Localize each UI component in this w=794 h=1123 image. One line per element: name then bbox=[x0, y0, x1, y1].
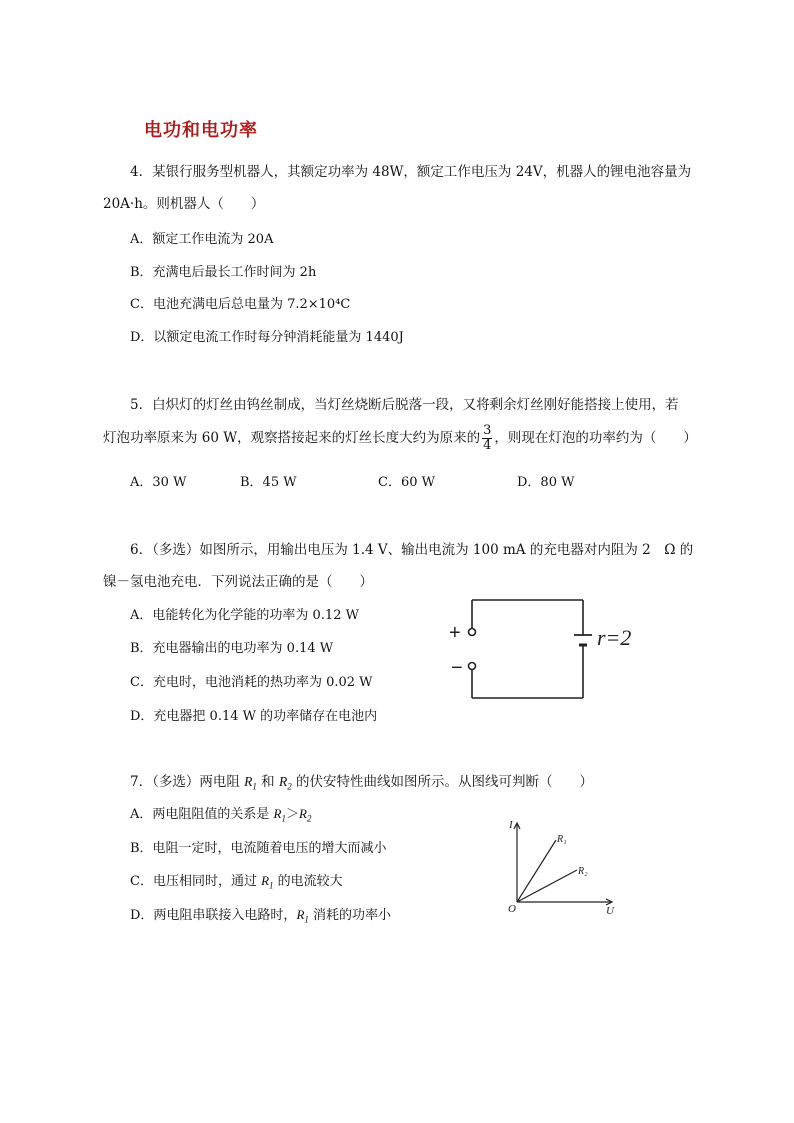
q4-option-d: D．以额定电流工作时每分钟消耗能量为 1440J bbox=[130, 330, 404, 345]
graph-line-r1 bbox=[517, 840, 556, 902]
q7-c-post: 的电流较大 bbox=[273, 874, 343, 889]
q5-frac-num: 3 bbox=[483, 423, 492, 438]
graph-origin-label: O bbox=[508, 903, 516, 915]
q4-option-c: C．电池充满电后总电量为 7.2×10⁴C bbox=[130, 297, 351, 312]
q7-a-r1-sub: 1 bbox=[281, 813, 286, 824]
q7-stem bbox=[130, 770, 593, 792]
q7-d-pre: D．两电阻串联接入电路时， bbox=[130, 908, 297, 923]
q7-a-r2-symbol: R bbox=[299, 806, 307, 821]
circuit-terminal-minus bbox=[469, 663, 476, 670]
q7-a-text: A．两电阻阻值的关系是 bbox=[130, 807, 274, 822]
q7-d-r1-sub: 1 bbox=[304, 914, 309, 925]
q7-a-r1 bbox=[273, 806, 286, 824]
q7-option-c bbox=[130, 870, 343, 891]
q7-d-post: 消耗的功率小 bbox=[308, 908, 392, 923]
q7-stem-mid: 和 bbox=[256, 774, 279, 790]
q5-stem-line1: 5．白炽灯的灯丝由钨丝制成，当灯丝烧断后脱落一段，又将剩余灯丝刚好能搭接上使用，若 bbox=[130, 397, 679, 413]
q7-option-d bbox=[130, 904, 391, 925]
q7-a-r2 bbox=[299, 806, 312, 824]
q6-option-b: B．充电器输出的电功率为 0.14 W bbox=[130, 641, 334, 656]
q7-r1-sub: 1 bbox=[252, 781, 257, 792]
q6-stem-line2: 镍－氢电池充电．下列说法正确的是（ ） bbox=[103, 574, 373, 590]
q5-frac-den: 4 bbox=[483, 438, 492, 453]
q4-option-b: B．充满电后最长工作时间为 2h bbox=[130, 265, 317, 280]
q5-option-b: B．45 W bbox=[240, 475, 297, 490]
q7-r2 bbox=[278, 774, 292, 792]
q7-stem-pre: 7．（多选）两电阻 bbox=[130, 774, 245, 790]
q7-c-r1 bbox=[261, 873, 274, 891]
q7-stem-post: 的伏安特性曲线如图所示。从图线可判断（ ） bbox=[291, 774, 594, 790]
iv-graph bbox=[500, 812, 630, 918]
resistance-label: r=2 bbox=[597, 625, 632, 650]
graph-y-label: I bbox=[509, 819, 513, 831]
q4-stem-line1: 4．某银行服务型机器人，其额定功率为 48W，额定工作电压为 24V，机器人的锂电池容量为 bbox=[130, 164, 692, 180]
circuit-plus-sign: + bbox=[449, 622, 461, 644]
q5-stem-post: ，则现在灯泡的功率约为（ ） bbox=[494, 430, 697, 446]
q4-option-a: A．额定工作电流为 20A bbox=[130, 232, 274, 247]
q7-a-relation: ＞ bbox=[285, 807, 299, 822]
q4-stem-line2: 20A·h。则机器人（ ） bbox=[103, 196, 265, 212]
graph-r1-label: R₁ bbox=[557, 834, 567, 845]
q7-r1-symbol: R bbox=[244, 774, 253, 789]
q5-option-a: A．30 W bbox=[130, 475, 187, 490]
q6-option-c: C．充电时，电池消耗的热功率为 0.02 W bbox=[130, 675, 373, 690]
graph-r2-label: R₂ bbox=[578, 866, 588, 877]
q5-option-c: C．60 W bbox=[378, 475, 435, 490]
q7-option-b: B．电阻一定时，电流随着电压的增大而减小 bbox=[130, 841, 387, 856]
q7-option-a bbox=[130, 803, 311, 824]
q6-stem-line1: 6．（多选）如图所示，用输出电压为 1.4 V、输出电流为 100 mA 的充电器对内阻为 2 Ω 的 bbox=[130, 542, 694, 558]
graph-line-r2 bbox=[517, 870, 577, 902]
q7-r1 bbox=[244, 774, 257, 792]
q6-option-d: D．充电器把 0.14 W 的功率储存在电池内 bbox=[130, 709, 378, 724]
q5-stem-line2 bbox=[103, 424, 697, 453]
q7-r2-symbol: R bbox=[278, 774, 288, 789]
circuit-diagram bbox=[440, 592, 660, 707]
q7-c-r1-symbol: R bbox=[261, 873, 270, 888]
circuit-minus-sign: − bbox=[451, 657, 463, 679]
q5-stem-pre: 灯泡功率原来为 60 W，观察搭接起来的灯丝长度大约为原来的 bbox=[103, 430, 481, 446]
q5-option-d: D．80 W bbox=[517, 475, 575, 490]
q7-a-r2-sub: 2 bbox=[306, 813, 312, 824]
q7-c-pre: C．电压相同时，通过 bbox=[130, 874, 262, 889]
q7-c-r1-sub: 1 bbox=[269, 880, 274, 891]
page-title: 电功和电功率 bbox=[144, 120, 258, 141]
q5-fraction bbox=[482, 424, 492, 453]
q6-option-a: A．电能转化为化学能的功率为 0.12 W bbox=[130, 608, 359, 623]
q7-a-r1-symbol: R bbox=[273, 806, 282, 821]
q7-r2-sub: 2 bbox=[287, 781, 292, 792]
circuit-terminal-plus bbox=[469, 629, 476, 636]
q7-d-r1-symbol: R bbox=[296, 907, 305, 922]
graph-x-label: U bbox=[606, 905, 614, 917]
q7-d-r1 bbox=[296, 907, 309, 925]
